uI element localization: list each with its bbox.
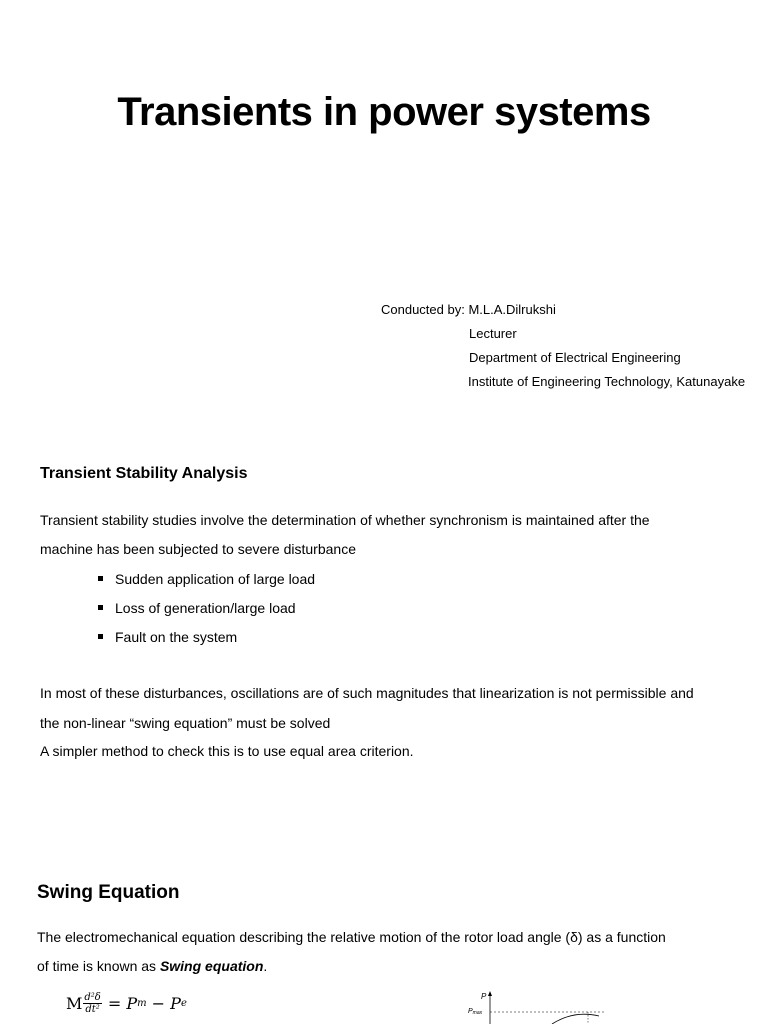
section-heading-swing-equation: Swing Equation bbox=[37, 882, 180, 903]
fraction-denominator: dt² bbox=[85, 1004, 100, 1015]
paragraph-text: . bbox=[263, 958, 268, 974]
paragraph-line: the non-linear “swing equation” must be solved bbox=[40, 715, 331, 731]
emphasis-text: Swing equation bbox=[159, 958, 264, 974]
paragraph-line bbox=[37, 958, 267, 974]
institute: Institute of Engineering Technology, Katunayake bbox=[468, 374, 746, 389]
graph-pmax-label bbox=[468, 1008, 483, 1016]
paragraph-line: machine has been subjected to severe disturbance bbox=[40, 541, 356, 557]
paragraph-text: of time is known as bbox=[37, 958, 160, 974]
section-heading-transient-stability: Transient Stability Analysis bbox=[40, 465, 248, 482]
conducted-by: Conducted by: M.L.A.Dilrukshi bbox=[381, 302, 556, 317]
equation-pm: P bbox=[126, 994, 138, 1013]
graph-axis-arrow-icon bbox=[488, 991, 492, 996]
list-item-text: Sudden application of large load bbox=[115, 571, 316, 587]
square-bullet-icon bbox=[98, 634, 103, 639]
equation-pm-sub: m bbox=[137, 998, 147, 1009]
paragraph-line: A simpler method to check this is to use equal area criterion. bbox=[40, 743, 414, 759]
list-item bbox=[98, 570, 315, 599]
equation-equals: = bbox=[107, 994, 122, 1013]
lecturer-role: Lecturer bbox=[469, 326, 517, 341]
fraction-numerator: d²δ bbox=[84, 992, 101, 1003]
swing-equation-formula bbox=[66, 992, 187, 1015]
list-item-text: Loss of generation/large load bbox=[115, 600, 296, 616]
page-title: Transients in power systems bbox=[117, 90, 651, 134]
paragraph-line: The electromechanical equation describing the relative motion of the rotor load angle (δ) as a function bbox=[37, 929, 666, 945]
list-item bbox=[98, 628, 315, 657]
square-bullet-icon bbox=[98, 605, 103, 610]
graph-power-curve bbox=[552, 1014, 599, 1024]
list-item-text: Fault on the system bbox=[115, 629, 238, 645]
equation-lhs: M bbox=[66, 994, 83, 1013]
graph-y-label: P bbox=[481, 992, 487, 1001]
list-item bbox=[98, 599, 315, 628]
disturbance-list bbox=[98, 570, 315, 657]
equation-minus: − bbox=[151, 994, 166, 1013]
equation-fraction bbox=[83, 992, 101, 1015]
pmax-sub: max bbox=[472, 1010, 483, 1016]
paragraph-line: In most of these disturbances, oscillations are of such magnitudes that linearization is not permissible and bbox=[40, 685, 694, 701]
equation-pe: P bbox=[170, 994, 181, 1013]
power-angle-graph bbox=[464, 990, 664, 1024]
paragraph-line: Transient stability studies involve the determination of whether synchronism is maintained after the bbox=[40, 512, 650, 528]
pmax-label: P bbox=[468, 1008, 473, 1015]
square-bullet-icon bbox=[98, 576, 103, 581]
equation-pe-sub: e bbox=[180, 998, 187, 1009]
department: Department of Electrical Engineering bbox=[469, 350, 681, 365]
